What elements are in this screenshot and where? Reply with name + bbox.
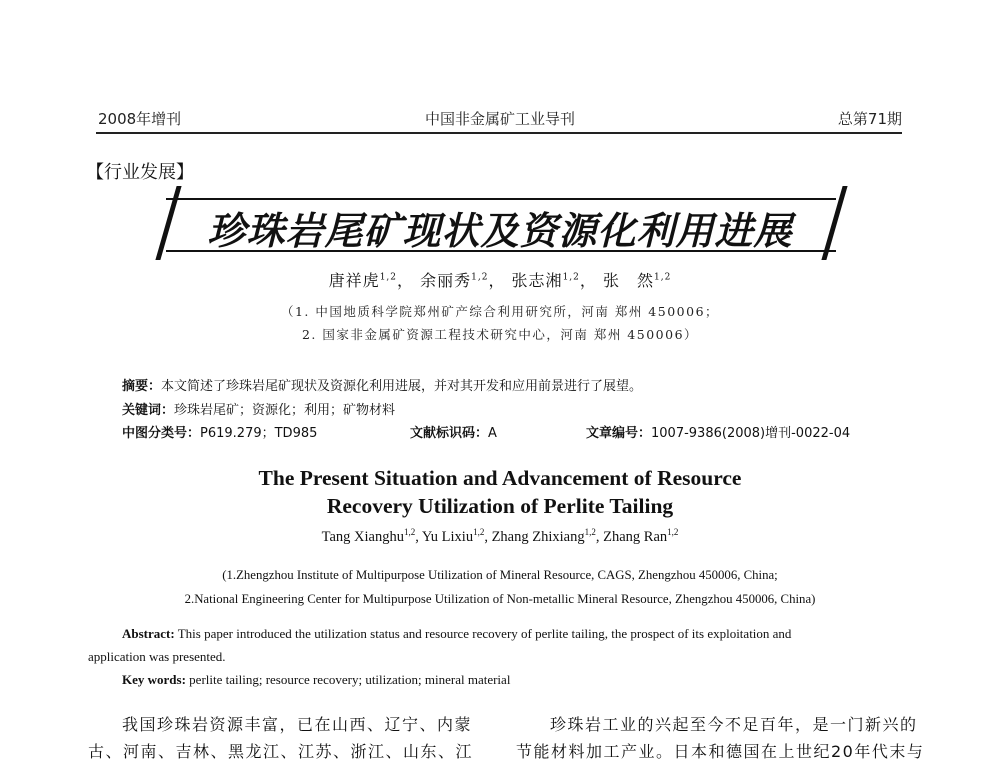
keywords-zh-text: 珍珠岩尾矿；资源化；利用；矿物材料 xyxy=(174,403,396,418)
paper-title-en-line2: Recovery Utilization of Perlite Tailing xyxy=(326,494,674,518)
author-en: Tang Xianghu xyxy=(321,528,404,545)
authors-en: Tang Xianghu$^{1,2}$, Yu Lixiu$^{1,2}$, Zhang Zhixiang$^{1,2}$, Zhang Ran$^{1,2}$ xyxy=(321,527,679,545)
journal-issue-number: 总第71期 xyxy=(837,110,902,128)
paper-title-zh: 珍珠岩尾矿现状及资源化利用进展 xyxy=(207,208,793,253)
article-number xyxy=(586,422,850,441)
keywords-en-text: perlite tailing; resource recovery; utilization; mineral material xyxy=(189,672,511,687)
abstract-en-text: This paper introduced the utilization status and resource recovery of perlite tailing, the prospect of its exploitation and xyxy=(177,626,792,641)
author-zh: 张志湘 xyxy=(511,271,563,290)
abstract-zh-text: 本文简述了珍珠岩尾矿现状及资源化利用进展，并对其开发和应用前景进行了展望。 xyxy=(161,379,643,394)
clc-value: P619.279；TD985 xyxy=(200,426,318,441)
body-right-line2: 节能材料加工产业。日本和德国在上世纪20年代末与 xyxy=(516,742,925,761)
document-code xyxy=(410,422,497,441)
author-zh: 余丽秀 xyxy=(420,271,472,290)
author-zh: 唐祥虎 xyxy=(328,271,380,290)
keywords-zh xyxy=(122,399,395,418)
header-rule xyxy=(96,132,902,134)
affiliation-zh-1: （1. 中国地质科学院郑州矿产综合利用研究所，河南 郑州 450006； xyxy=(280,304,720,319)
affiliation-en-2: 2.National Engineering Center for Multipurpose Utilization of Non-metallic Mineral Resource, Zhengzhou 450006, China) xyxy=(184,592,816,606)
author-sup: 1,2 xyxy=(654,272,672,283)
author-sup: 1,2 xyxy=(584,527,596,537)
abstract-zh-label: 摘要： xyxy=(122,379,162,394)
affiliation-zh-2: 2. 国家非金属矿资源工程技术研究中心，河南 郑州 450006） xyxy=(301,327,699,342)
abstract-en-label: Abstract: xyxy=(122,626,175,641)
journal-name: 中国非金属矿工业导刊 xyxy=(424,110,575,128)
journal-year-issue: 2008年增刊 xyxy=(98,110,182,128)
author-en: Zhang Ran xyxy=(603,528,668,545)
clc-number xyxy=(122,422,317,441)
abstract-en-line1 xyxy=(122,626,791,642)
author-sup: 1,2 xyxy=(471,272,489,283)
paper-title-en-line1: The Present Situation and Advancement of Resource xyxy=(258,466,742,490)
document-code-value: A xyxy=(488,426,497,441)
author-sup: 1,2 xyxy=(667,527,679,537)
article-number-value: 1007-9386(2008)增刊-0022-04 xyxy=(651,426,851,441)
article-number-label: 文章编号： xyxy=(586,426,652,441)
abstract-zh xyxy=(122,375,642,394)
author-sup: 1,2 xyxy=(473,527,485,537)
affiliation-en-1: (1.Zhengzhou Institute of Multipurpose Utilization of Mineral Resource, CAGS, Zhengzhou 450006, China; xyxy=(222,568,778,582)
keywords-en xyxy=(122,672,510,688)
keywords-zh-label: 关键词： xyxy=(122,403,175,418)
body-right-line1: 珍珠岩工业的兴起至今不足百年，是一门新兴的 xyxy=(550,715,918,734)
author-zh: 张 然 xyxy=(602,271,654,290)
abstract-en-line2: application was presented. xyxy=(88,649,226,664)
body-left-line1: 我国珍珠岩资源丰富，已在山西、辽宁、内蒙 xyxy=(122,715,473,734)
document-code-label: 文献标识码： xyxy=(410,426,489,441)
keywords-en-label: Key words: xyxy=(122,672,186,687)
author-sup: 1,2 xyxy=(403,527,416,537)
author-en: Zhang Zhixiang xyxy=(491,528,585,545)
author-sup: 1,2 xyxy=(562,272,580,283)
authors-zh: 唐祥虎$^{1,2}$， 余丽秀$^{1,2}$， 张志湘$^{1,2}$， 张 然$^{1,2}$ xyxy=(328,271,672,290)
author-sup: 1,2 xyxy=(379,272,398,283)
section-label: 【行业发展】 xyxy=(86,162,194,183)
body-left-line2: 古、河南、吉林、黑龙江、江苏、浙江、山东、江 xyxy=(88,742,474,761)
author-en: Yu Lixiu xyxy=(421,528,474,545)
clc-label: 中图分类号： xyxy=(122,426,201,441)
